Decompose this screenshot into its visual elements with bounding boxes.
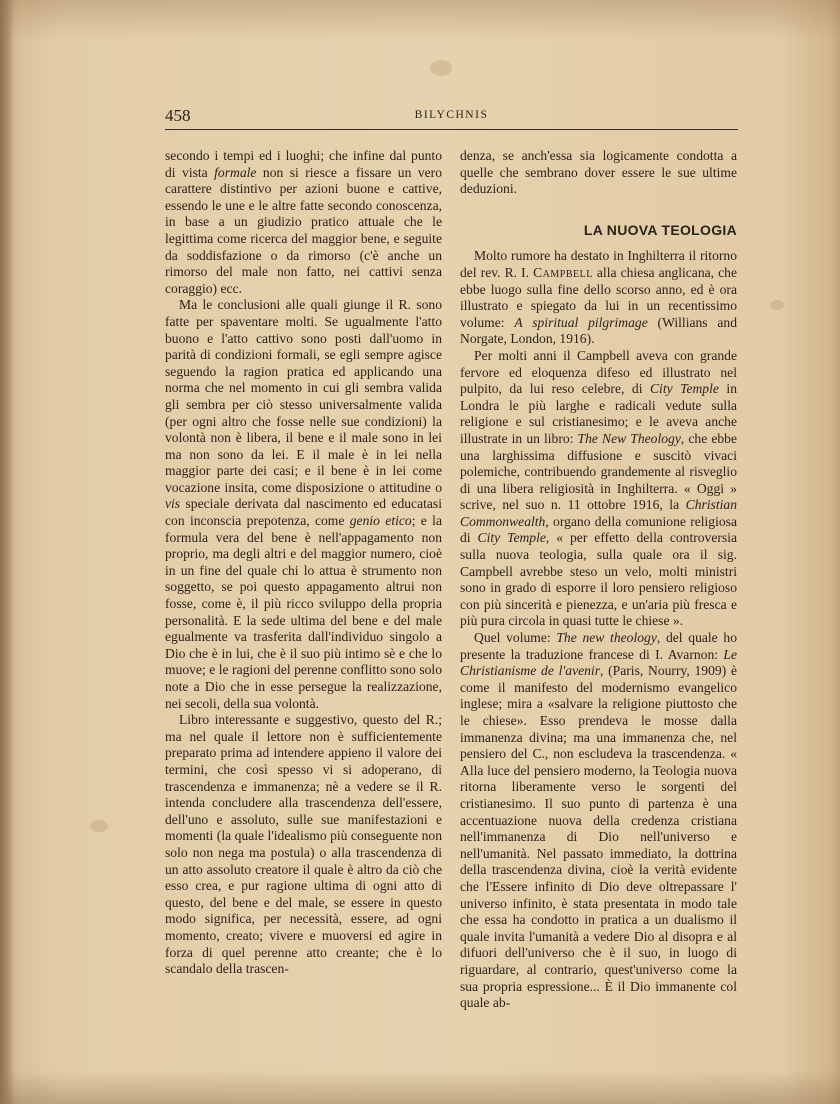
paragraph: secondo i tempi ed i luoghi; che infine dal punto di vista formale non si riesce a fissare un vero carattere distintivo per azioni buone e cattive, essendo le une e le altre fatte secondo conoscenza, in base a un giudizio pratico attuale che le legittima come ricerca del maggior bene, e seguite da soddisfazione o da rimorso (c'è anche un rimorso del male non fatto, nei cattivi senza coraggio) ecc.: [165, 148, 443, 296]
page-number: 458: [165, 106, 191, 125]
emphasis: City Temple: [649, 381, 719, 397]
right-column: [460, 148, 737, 1012]
paper-stain: [430, 60, 452, 76]
page-binding-edge: [0, 0, 14, 1104]
emphasis: The New Theology: [577, 430, 681, 446]
emphasis: The new theology: [556, 630, 657, 646]
paper-stain: [770, 300, 784, 310]
emphasis: Le Christianisme de l'avenir: [460, 646, 737, 679]
paper-stain: [90, 820, 108, 832]
emphasis: formale: [214, 164, 257, 180]
left-column: [165, 148, 442, 978]
emphasis: vis: [165, 496, 181, 512]
paragraph: Per molti anni il Campbell aveva con grande fervore ed eloquenza difeso ed illustrato nel pulpito, da lui reso celebre, di City Temple in Londra le più larghe e radicali vedute sulla religione e sul cristianesimo; e le aveva anche illustrate in un libro: The New Theology, che ebbe una larghissima diffusione e suscitò vivaci polemiche, contribuendo grandemente al risveglio di una libera religiosità in Inghilterra. « Oggi » scrive, nel suo n. 11 ottobre 1916, la Christian Commonwealth, organo della comunione religiosa di City Temple, « per effetto della controversia sulla nuova teologia, sulla quale ora il sig. Campbell avrebbe steso un velo, molti ministri sono in grado di esporre il loro pensiero religioso con più sincerità e pienezza, e un'aria più fresca e più pura circola in quasi tutte le chiese ».: [460, 347, 738, 629]
emphasis: genio etico: [349, 513, 412, 529]
paragraph: Ma le conclusioni alle quali giunge il R. sono fatte per spaventare molti. Se ugualmente l'atto buono e l'atto cattivo sono posti dall'uomo in parità di condizioni formali, se egli sempre agisce seguendo la ragion pratica ed applicando una norma che nel momento in cui gli sembra valida gli sembra per ciò stesso universalmente valida (per ogni altro che fosse nelle sue condizioni) la volontà non è libera, il bene e il male sono in lei ma non sono da lei. E il male è in lei nella maggior parte dei casi; e il bene è in lei come vocazione insita, come disposizione o attitudine o vis speciale derivata dal nascimento ed educatasi con inconscia prepotenza, come genio etico; e la formula vera del bene è nell'appagamento non proprio, ma degli altri e del maggior numero, cioè in un fine del quale chi lo attua è strumento non soggetto, se poi questo appagamento altrui non fosse, come è, il più ricco sviluppo della propria personalità. E la sede ultima del bene e del male egualmente va trasferita dall'individuo singolo a Dio che è in lui, che è il suo più intimo sè e che lo muove; e le ragioni del perenne conflitto sono solo note a Dio che in esse persegue la realizzazione, nei secoli, della sua volontà.: [165, 297, 442, 711]
emphasis: Christian Commonwealth: [460, 497, 737, 529]
page-top-shading: [0, 0, 840, 40]
emphasis: A spiritual pilgrimage: [514, 314, 648, 330]
header-rule: [165, 129, 738, 130]
emphasis: City Temple: [477, 530, 546, 546]
running-title: BILYCHNIS: [414, 109, 489, 121]
section-heading: LA NUOVA TEOLOGIA: [583, 221, 737, 238]
paragraph: Quel volume: The new theology, del quale ho presente la traduzione francese di I. Avarnon: Le Christianisme de l'avenir, (Paris, Nourry, 1909) è come il manifesto del modernismo evangelico inglese; mira a «salvare la religione piuttosto che le chiese». Esso prendeva le mosse dalla immanenza divina; ma una immanenza che, nel pensiero del C., non escludeva la trascendenza. « Alla luce del pensiero moderno, la Teologia nuova ritorna liberamente verso le sorgenti del cristianesimo. Il suo punto di partenza è una accentuazione nuova della credenza cristiana nell'immanenza di Dio nell'universo e nell'umanità. Nel passato immediato, la dottrina della trascendenza divina, cioè la verità evidente che l'Essere infinito di Dio deve oltrepassare l' universo infinito, è stata presentata in modo tale che essa ha condotto in pratica a un dualismo il quale invita l'umanità a vedere Dio al disopra e al difuori dell'universo che è il suo, in luogo di riguardare, al contrario, quest'universo come la sua propria espressione... È il Dio immanente col quale ab-: [460, 630, 737, 1011]
small-caps-name: Campbell: [533, 264, 593, 280]
paragraph: Molto rumore ha destato in Inghilterra il ritorno del rev. R. I. Campbell alla chiesa anglicana, che ebbe luogo sulla fine dello scorso anno, ed è ora illustrato e spiegato da lui in un recentissimo volume: A spiritual pilgrimage (Willians and Norgate, London, 1916).: [460, 248, 738, 347]
paragraph: denza, se anch'essa sia logicamente condotta a quelle che sembrano dover essere le sue ultime deduzioni.: [460, 148, 737, 197]
page-bottom-shading: [0, 1070, 840, 1104]
paragraph: Libro interessante e suggestivo, questo del R.; ma nel quale il lettore non è sufficientemente preparato prima ad intendere appieno il valore dei termini, che così spesso vi si adoperano, di trascendenza e immanenza; nè a vedere se il R. intenda concludere alla trascendenza dell'essere, dell'uno e assoluto, sulle sue manifestazioni e momenti (la quale l'idealismo più conseguente non solo non nega ma postula) o alla trascendenza di un atto assoluto creatore il quale è altro da ciò che esso crea, e pur ragione ultima di ogni atto di questo, del bene e del male, se essere in questo modo significa, per necessità, essere, ad ogni momento, creato; vivere e muoversi ed agire in forza di quel perenne atto creante; che è lo scandalo della trascen-: [165, 712, 442, 977]
